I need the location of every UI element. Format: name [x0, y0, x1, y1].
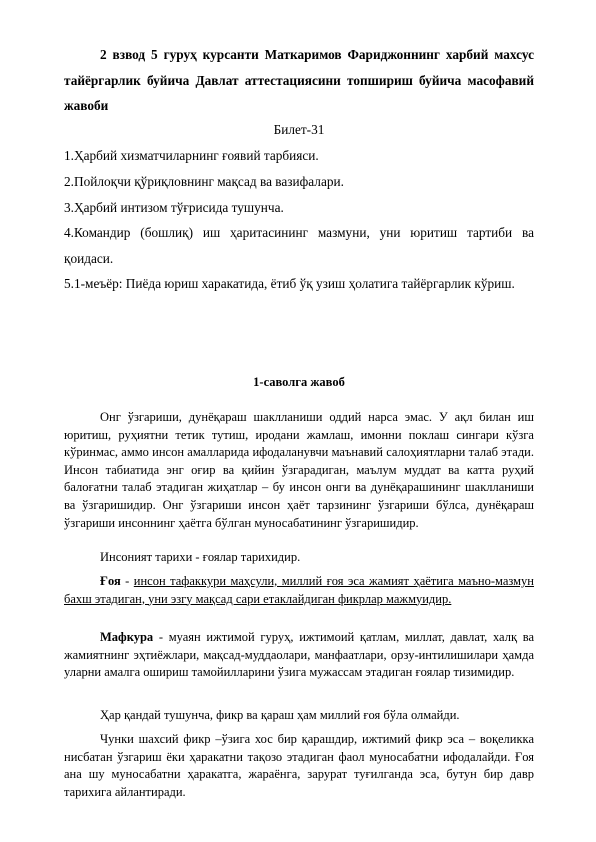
answer-paragraph-2: Инсоният тарихи - ғоялар тарихидир. — [100, 550, 301, 564]
answer-paragraph-1: Онг ўзгариши, дунёқараш шаклланиши оддий нарса эмас. У ақл билан иш юритиш, руҳиятни тетик тутиш, иродани жамлаш, имонни поклаш сингари кўзга кўринмас, аммо инсон амалларида ифодаланувчи маънавий салоҳиятларни талаб этади. Инсон табиатида энг оғир ва қийин ўзгарадиган, маълум муддат ва катта руҳий балоғатни талаб этадиган жиҳатлар – бу инсон онги ва дунёқарашининг шаклланиши ва ўзгаришидир. Онг ўзгариши инсон ҳаёт тарзининг ўзгариши бўлса, дунёқараш ўзгариши инсоннинг ҳаётга бўлган муносабатининг ўзгаришидир. — [64, 410, 534, 530]
answer-paragraph-5: Ҳар қандай тушунча, фикр ва қараш ҳам миллий ғоя бўла олмайди. — [100, 708, 460, 722]
definition-goya: инсон тафаккури маҳсули, миллий ғоя эса жамият ҳаётига маъно-мазмун бахш этадиган, уни эзгу мақсад сари етаклайдиган фикрлар мажмуидир. — [64, 574, 534, 606]
question-4: 4.Командир (бошлиқ) иш ҳаритасининг мазмуни, уни юритиш тартиби ва қоидаси. — [64, 225, 534, 266]
question-2: 2.Пойлоқчи қўриқловнинг мақсад ва вазифалари. — [64, 174, 344, 189]
term-separator: - — [120, 574, 134, 588]
term-goya: Ғоя — [100, 574, 121, 588]
answer-paragraph-6: Чунки шахсий фикр –ўзига хос бир қарашдир, ижтимий фикр эса – воқеликка нисбатан ўзгариш ёки ҳаракатни тақозо этадиган фаол муносабатни ифодалайди. Ғоя ана шу муносабатни ҳаракатга, жараёнга, зарурат туғилганда эса, бутун бир давр тарихига айлантиради. — [64, 732, 534, 799]
answer-paragraph-4 — [64, 629, 534, 682]
document-title: 2 взвод 5 гуруҳ курсанти Маткаримов Фариджоннинг харбий махсус тайёргарлик буйича Давлат аттестациясини топшириш буйича масофавий жавоби — [64, 47, 534, 113]
answer-heading: 1-саволга жавоб — [253, 375, 345, 389]
definition-mafkura: - муаян ижтимой гуруҳ, ижтимоий қатлам, миллат, давлат, халқ ва жамиятнинг эҳтиёжлари, мақсад-муддаолари, манфаатлари, орзу-интилишилари ҳамда уларни амалга ошириш тамойилларини ўзига мужассам этадиган ғоялар тизимидир. — [64, 630, 534, 680]
question-5: 5.1-меъёр: Пиёда юриш харакатида, ётиб ўқ узиш ҳолатига тайёргарлик кўриш. — [64, 276, 515, 291]
term-mafkura: Мафкура — [100, 630, 154, 644]
question-3: 3.Ҳарбий интизом тўғрисида тушунча. — [64, 200, 284, 215]
ticket-number: Билет-31 — [273, 122, 325, 137]
question-1: 1.Ҳарбий хизматчиларнинг ғоявий тарбияси. — [64, 148, 319, 163]
answer-paragraph-3 — [64, 573, 534, 608]
